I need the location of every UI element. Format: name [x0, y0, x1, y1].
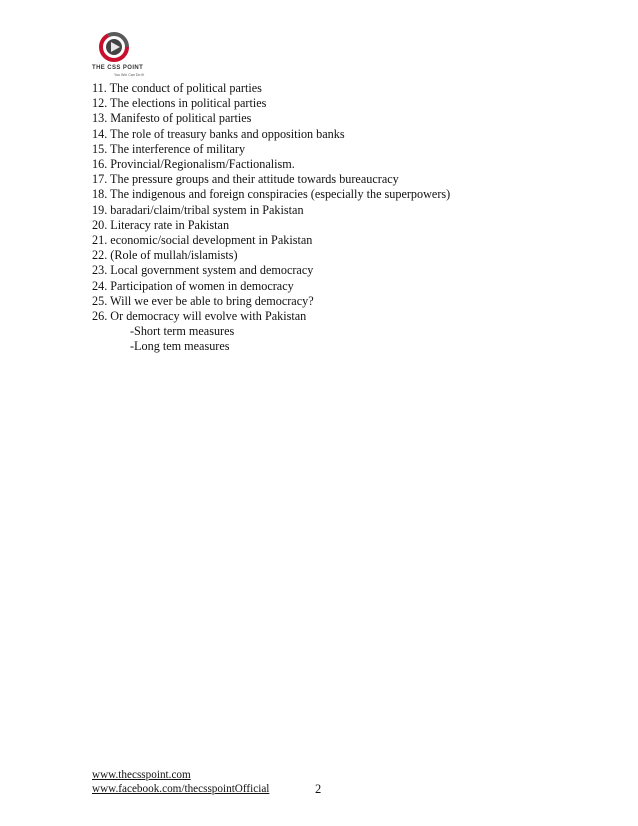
list-item: 24. Participation of women in democracy — [92, 278, 294, 293]
list-item: 13. Manifesto of political parties — [92, 111, 252, 126]
facebook-link[interactable]: www.facebook.com/thecsspointOfficial — [92, 783, 270, 795]
list-item: 21. economic/social development in Pakistan — [92, 233, 313, 248]
logo-icon — [92, 30, 164, 64]
website-link[interactable]: www.thecsspoint.com — [92, 769, 191, 781]
list-item: 14. The role of treasury banks and opposition banks — [92, 126, 345, 141]
logo-brand: THE CSS POINT — [92, 65, 144, 71]
footer — [92, 768, 269, 796]
list-item: 23. Local government system and democracy — [92, 263, 314, 278]
list-item: 22. (Role of mullah/islamists) — [92, 248, 238, 263]
sub-list-item: -Long tem measures — [130, 339, 230, 354]
topic-list — [92, 81, 612, 355]
list-item: 16. Provincial/Regionalism/Factionalism. — [92, 157, 295, 172]
logo-tagline: You Win Can Do It! — [114, 73, 145, 77]
list-item: 18. The indigenous and foreign conspiracies (especially the superpowers) — [92, 187, 451, 202]
sub-list-item: -Short term measures — [130, 324, 235, 339]
list-item: 26. Or democracy will evolve with Pakistan — [92, 309, 307, 324]
list-item: 15. The interference of military — [92, 141, 246, 156]
logo — [92, 30, 164, 80]
page-number: 2 — [315, 782, 322, 796]
list-item: 19. baradari/claim/tribal system in Pakistan — [92, 202, 304, 217]
list-item: 20. Literacy rate in Pakistan — [92, 217, 230, 232]
list-item: 17. The pressure groups and their attitude towards bureaucracy — [92, 172, 399, 187]
list-item: 12. The elections in political parties — [92, 96, 267, 111]
list-item: 25. Will we ever be able to bring democracy? — [92, 293, 314, 308]
list-item: 11. The conduct of political parties — [92, 81, 262, 95]
